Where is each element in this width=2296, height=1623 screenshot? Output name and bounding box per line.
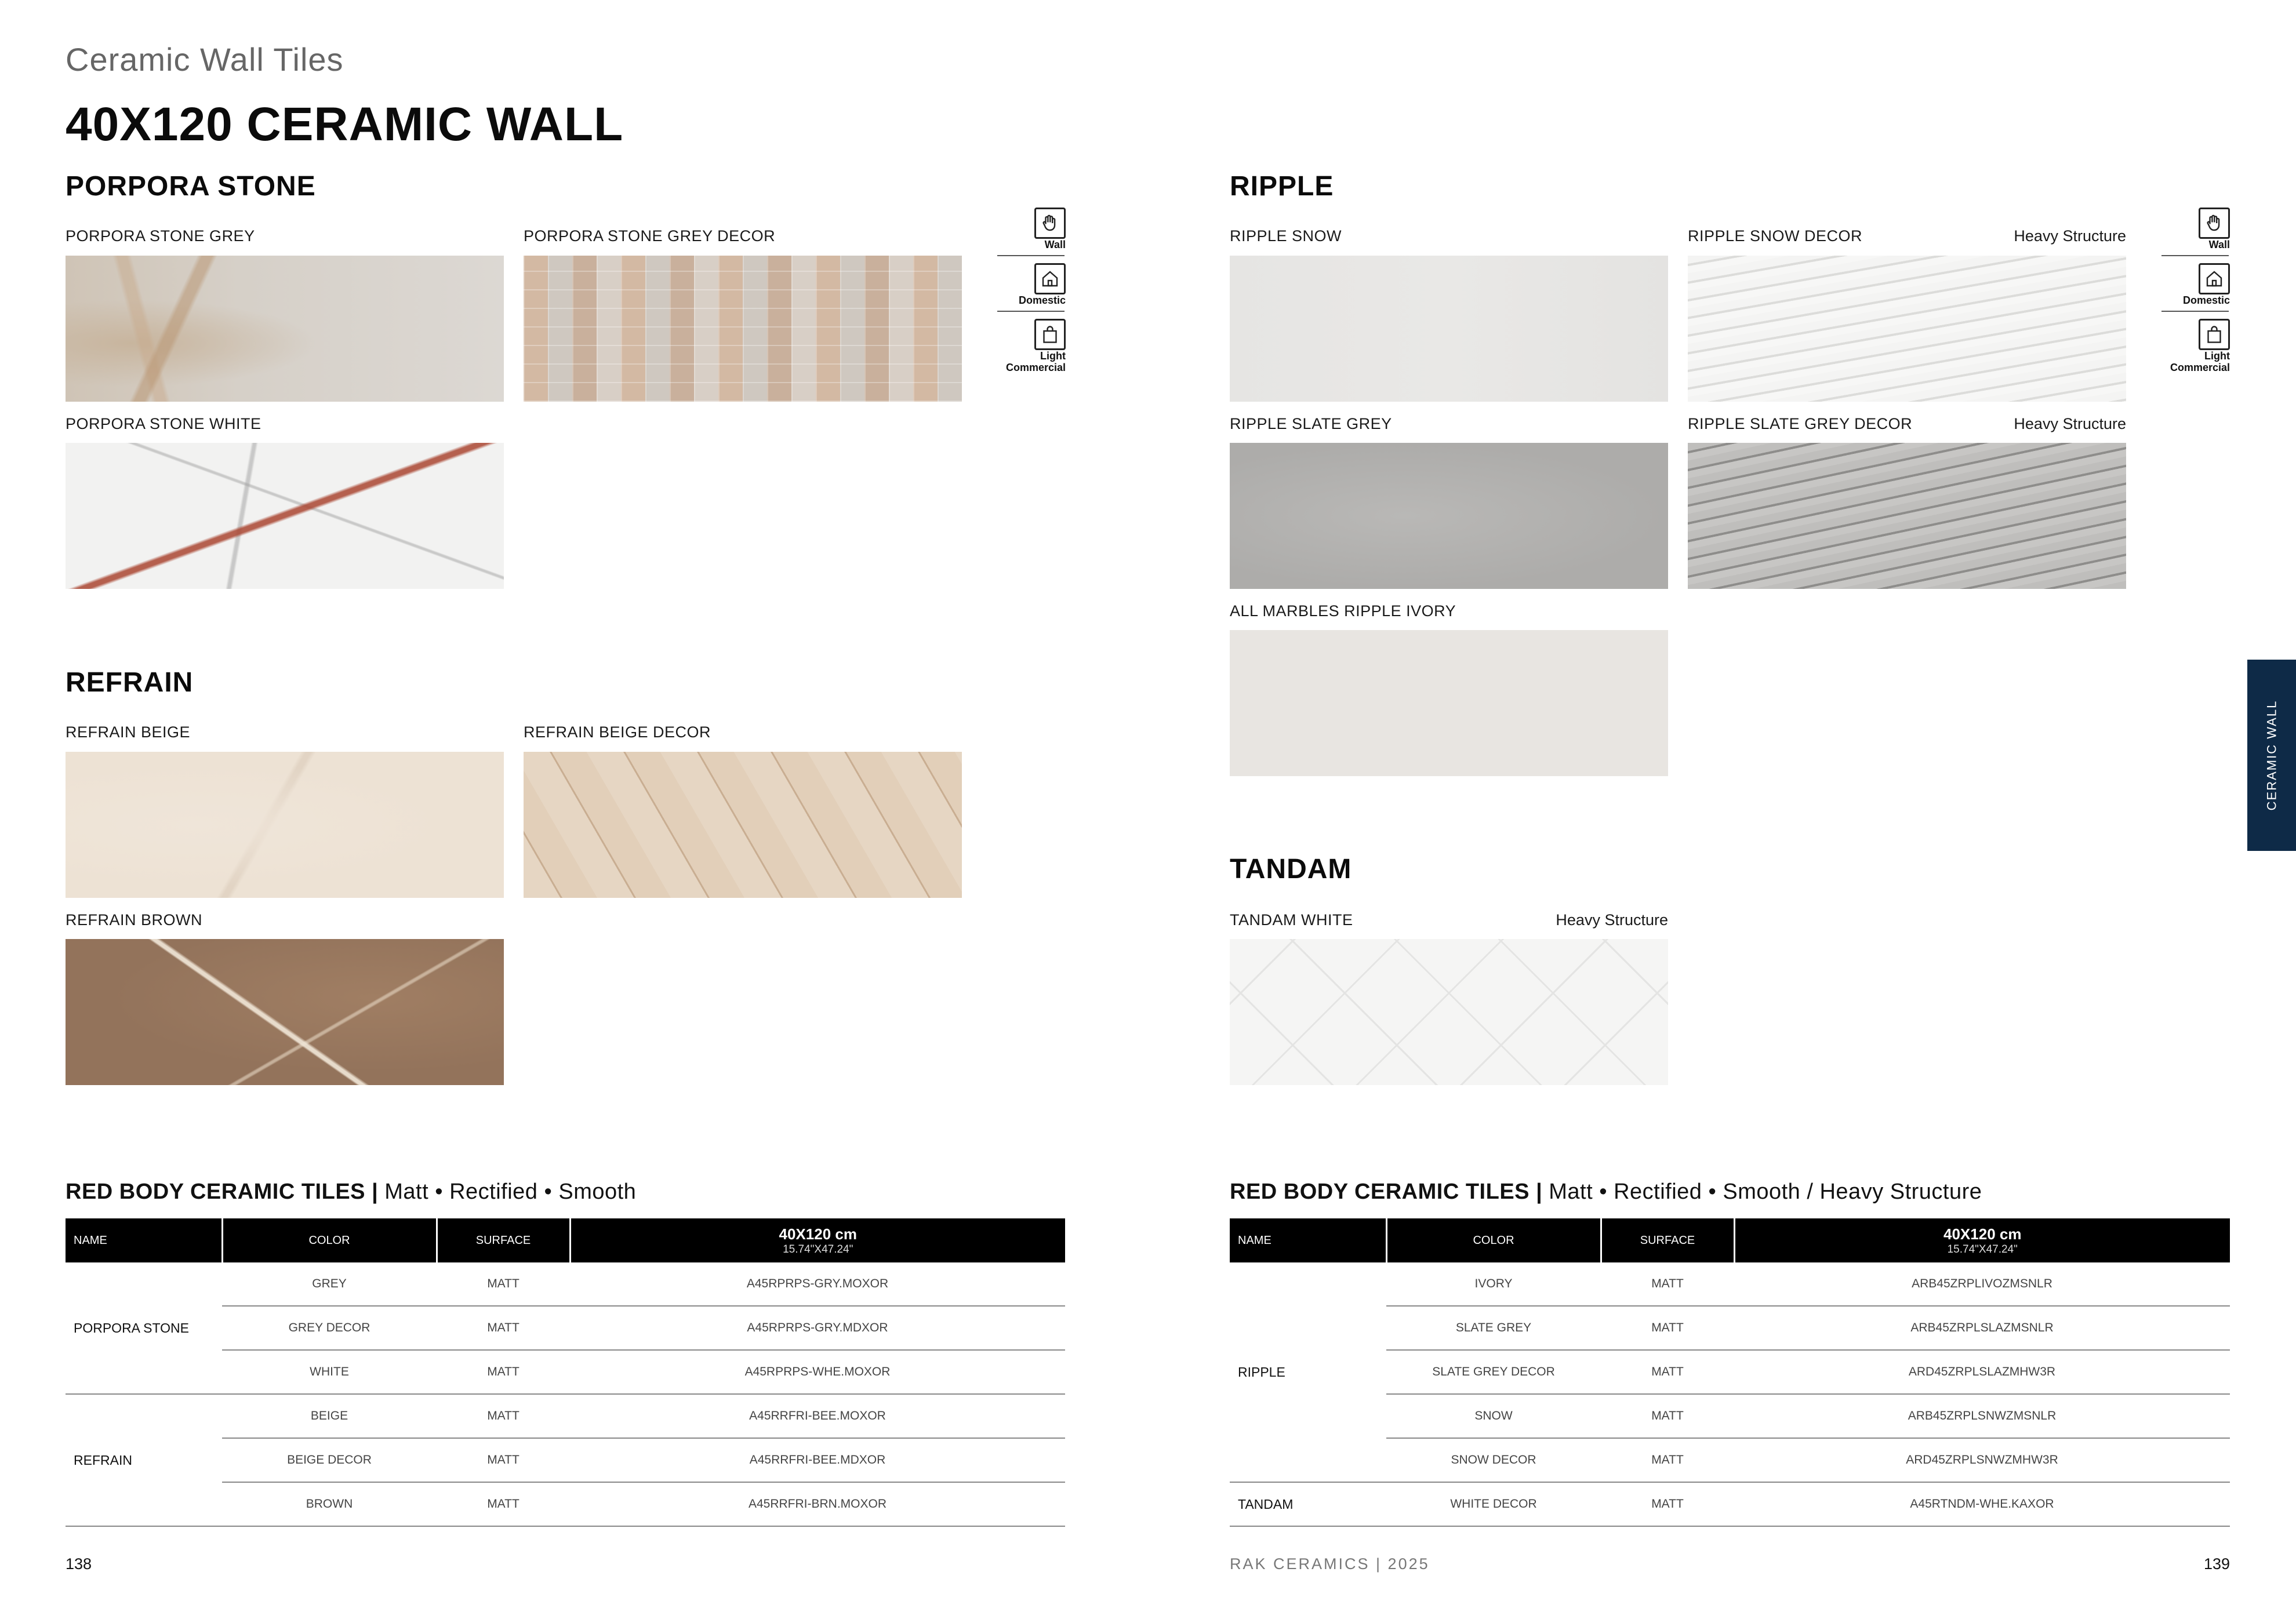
tile-image-porpora-grey xyxy=(66,256,504,402)
code-cell: A45RRFRI-BEE.MDXOR xyxy=(570,1438,1065,1482)
code-cell: ARD45ZRPLSNWZMHW3R xyxy=(1734,1438,2230,1482)
column-header: COLOR xyxy=(222,1218,437,1262)
usage-label: Domestic xyxy=(1018,294,1066,306)
section-title-refrain: REFRAIN xyxy=(66,667,194,698)
surface-cell: MATT xyxy=(1601,1482,1734,1526)
tile-image-ripple-slate-decor xyxy=(1688,443,2126,589)
color-cell: IVORY xyxy=(1386,1262,1601,1306)
brand-footer: RAK CERAMICS | 2025 xyxy=(1230,1555,1430,1573)
usage-label: Commercial xyxy=(2170,362,2230,373)
surface-cell: MATT xyxy=(1601,1262,1734,1306)
surface-cell: MATT xyxy=(1601,1438,1734,1482)
surface-cell: MATT xyxy=(437,1306,570,1350)
color-cell: SLATE GREY DECOR xyxy=(1386,1350,1601,1394)
wall-icon xyxy=(1034,208,1066,239)
code-cell: A45RPRPS-GRY.MDXOR xyxy=(570,1306,1065,1350)
column-header: NAME xyxy=(66,1218,222,1262)
structure-note: Heavy Structure xyxy=(2014,415,2126,432)
color-cell: GREY DECOR xyxy=(222,1306,437,1350)
category-title: Ceramic Wall Tiles xyxy=(66,41,344,78)
usage-label: Wall xyxy=(1044,239,1066,250)
tile-label: PORPORA STONE GREY xyxy=(66,227,255,245)
code-cell: ARB45ZRPLIVOZMSNLR xyxy=(1734,1262,2230,1306)
product-name: RIPPLE xyxy=(1230,1262,1386,1482)
structure-note: Heavy Structure xyxy=(2014,227,2126,245)
section-title-ripple: RIPPLE xyxy=(1230,171,1334,202)
page-number-right: 139 xyxy=(2203,1555,2230,1573)
usage-label: Light xyxy=(2204,350,2230,362)
tile-image-ripple-slate xyxy=(1230,443,1668,589)
tile-image-porpora-white xyxy=(66,443,504,589)
spec-table-left xyxy=(66,1218,1065,1527)
usage-label: Commercial xyxy=(1005,362,1066,373)
section-title-porpora: PORPORA STONE xyxy=(66,171,316,202)
divider xyxy=(997,255,1065,256)
divider xyxy=(2161,311,2229,312)
usage-icons xyxy=(997,208,1066,373)
column-header-size: 40X120 cm 15.74"X47.24" xyxy=(1734,1218,2230,1262)
tile-label: RIPPLE SLATE GREY xyxy=(1230,415,1392,432)
product-name: REFRAIN xyxy=(66,1394,222,1526)
usage-label: Light xyxy=(1040,350,1066,362)
code-cell: ARB45ZRPLSLAZMSNLR xyxy=(1734,1306,2230,1350)
tile-label: REFRAIN BEIGE xyxy=(66,723,191,741)
tile-label: RIPPLE SNOW xyxy=(1230,227,1342,245)
product-name: TANDAM xyxy=(1230,1482,1386,1526)
code-cell: A45RPRPS-GRY.MOXOR xyxy=(570,1262,1065,1306)
usage-label: Domestic xyxy=(2182,294,2230,306)
tile-label: RIPPLE SNOW DECOR xyxy=(1688,227,1863,245)
wall-icon xyxy=(2199,208,2230,239)
product-name: PORPORA STONE xyxy=(66,1262,222,1394)
code-cell: A45RRFRI-BRN.MOXOR xyxy=(570,1482,1065,1526)
section-side-tab: CERAMIC WALL xyxy=(2247,660,2296,851)
surface-cell: MATT xyxy=(437,1394,570,1438)
tile-label: REFRAIN BROWN xyxy=(66,911,202,929)
color-cell: GREY xyxy=(222,1262,437,1306)
tile-image-refrain-decor xyxy=(524,752,962,898)
code-cell: ARB45ZRPLSNWZMSNLR xyxy=(1734,1394,2230,1438)
code-cell: A45RTNDM-WHE.KAXOR xyxy=(1734,1482,2230,1526)
color-cell: WHITE DECOR xyxy=(1386,1482,1601,1526)
home-icon xyxy=(1034,263,1066,294)
column-header: NAME xyxy=(1230,1218,1386,1262)
color-cell: SNOW xyxy=(1386,1394,1601,1438)
table-heading-left: RED BODY CERAMIC TILES | Matt • Rectified • Smooth xyxy=(66,1180,637,1204)
tile-label: TANDAM WHITE xyxy=(1230,911,1353,929)
table-row xyxy=(66,1262,1065,1306)
page-title: 40X120 CERAMIC WALL xyxy=(66,98,624,151)
surface-cell: MATT xyxy=(1601,1306,1734,1350)
table-row xyxy=(1230,1482,2230,1526)
page-number-left: 138 xyxy=(66,1555,92,1573)
color-cell: BEIGE DECOR xyxy=(222,1438,437,1482)
surface-cell: MATT xyxy=(437,1350,570,1394)
color-cell: SLATE GREY xyxy=(1386,1306,1601,1350)
table-row xyxy=(66,1394,1065,1438)
color-cell: SNOW DECOR xyxy=(1386,1438,1601,1482)
divider xyxy=(997,311,1065,312)
column-header: SURFACE xyxy=(1601,1218,1734,1262)
surface-cell: MATT xyxy=(437,1438,570,1482)
color-cell: WHITE xyxy=(222,1350,437,1394)
tile-image-ripple-snow-decor xyxy=(1688,256,2126,402)
table-row xyxy=(1230,1262,2230,1306)
code-cell: A45RPRPS-WHE.MOXOR xyxy=(570,1350,1065,1394)
usage-icons xyxy=(2161,208,2230,373)
color-cell: BROWN xyxy=(222,1482,437,1526)
tile-label: RIPPLE SLATE GREY DECOR xyxy=(1688,415,1913,432)
column-header: COLOR xyxy=(1386,1218,1601,1262)
code-cell: ARD45ZRPLSLAZMHW3R xyxy=(1734,1350,2230,1394)
spec-table-right xyxy=(1230,1218,2230,1527)
surface-cell: MATT xyxy=(437,1262,570,1306)
tile-image-refrain-brown xyxy=(66,939,504,1085)
section-title-tandam: TANDAM xyxy=(1230,854,1352,885)
surface-cell: MATT xyxy=(1601,1350,1734,1394)
table-heading-right: RED BODY CERAMIC TILES | Matt • Rectified • Smooth / Heavy Structure xyxy=(1230,1180,1982,1204)
structure-note: Heavy Structure xyxy=(1556,911,1668,929)
home-icon xyxy=(2199,263,2230,294)
tile-image-tandam-white xyxy=(1230,939,1668,1085)
shopping-bag-icon xyxy=(1034,319,1066,350)
tile-image-porpora-decor xyxy=(524,256,962,402)
color-cell: BEIGE xyxy=(222,1394,437,1438)
surface-cell: MATT xyxy=(1601,1394,1734,1438)
column-header-size: 40X120 cm 15.74"X47.24" xyxy=(570,1218,1065,1262)
tile-label: PORPORA STONE GREY DECOR xyxy=(524,227,776,245)
shopping-bag-icon xyxy=(2199,319,2230,350)
divider xyxy=(2161,255,2229,256)
tile-label: PORPORA STONE WHITE xyxy=(66,415,261,432)
tile-label: ALL MARBLES RIPPLE IVORY xyxy=(1230,602,1456,620)
tile-label: REFRAIN BEIGE DECOR xyxy=(524,723,711,741)
tile-image-refrain-beige xyxy=(66,752,504,898)
surface-cell: MATT xyxy=(437,1482,570,1526)
code-cell: A45RRFRI-BEE.MOXOR xyxy=(570,1394,1065,1438)
usage-label: Wall xyxy=(2208,239,2230,250)
tile-image-ripple-snow xyxy=(1230,256,1668,402)
tile-image-ripple-ivory xyxy=(1230,630,1668,776)
column-header: SURFACE xyxy=(437,1218,570,1262)
